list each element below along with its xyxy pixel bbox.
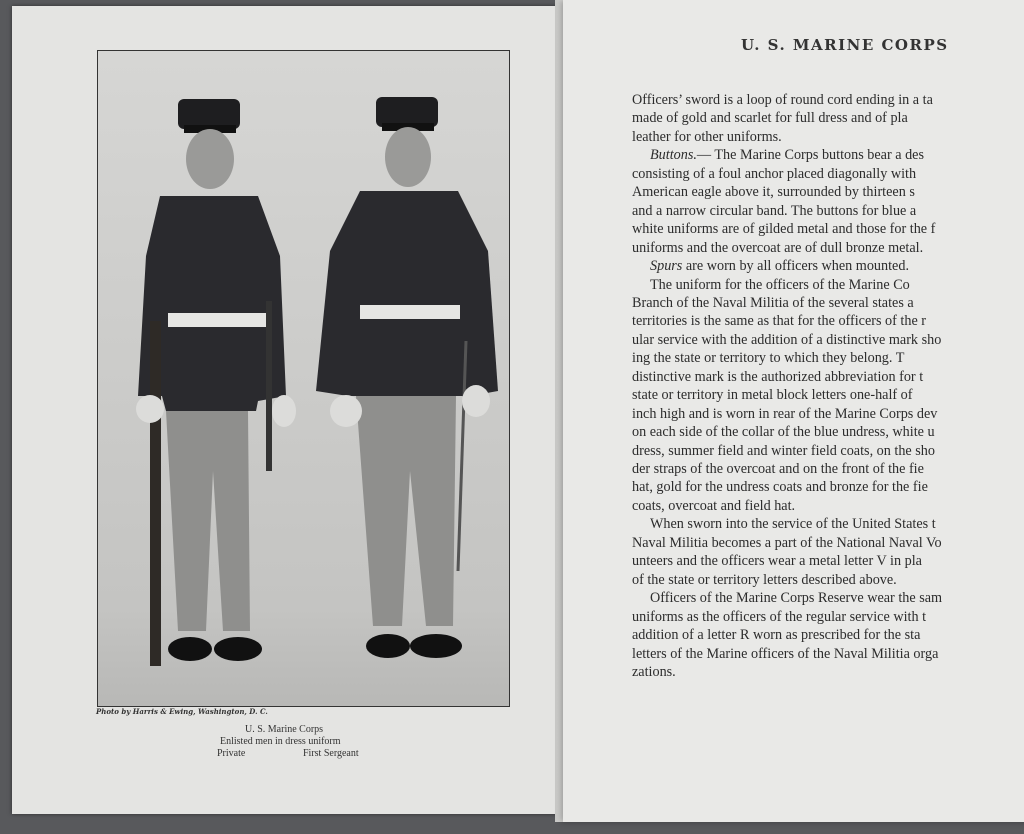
marines-illustration	[98, 51, 509, 706]
caption-right-label: First Sergeant	[303, 748, 359, 759]
text-line: territories is the same as that for the officers of the r	[632, 313, 927, 330]
text-line: When sworn into the service of the United States t	[650, 516, 936, 533]
caption-left-label: Private	[217, 748, 246, 759]
text-line: ular service with the addition of a distinctive mark sho	[632, 331, 942, 348]
right-page	[563, 0, 1024, 822]
text-line: hat, gold for the undress coats and bronze for the fie	[632, 479, 928, 496]
text-line: of the state or territory letters described above.	[632, 571, 897, 588]
text-line: unteers and the officers wear a metal letter V in pla	[632, 553, 922, 570]
text-line: white uniforms are of gilded metal and those for the f	[632, 221, 936, 238]
left-page	[12, 6, 560, 814]
text-line: dress, summer field and winter field coats, on the sho	[632, 442, 935, 459]
text-line: distinctive mark is the authorized abbreviation for t	[632, 368, 924, 385]
text-line: Spurs are worn by all officers when mounted.	[650, 258, 909, 275]
text-line: consisting of a foul anchor placed diagonally with	[632, 165, 917, 182]
text-line: and a narrow circular band. The buttons for blue a	[632, 202, 917, 219]
caption-title: U. S. Marine Corps	[245, 724, 324, 735]
text-line: Buttons.— The Marine Corps buttons bear a des	[650, 147, 924, 164]
text-line: inch high and is worn in rear of the Marine Corps dev	[632, 405, 938, 422]
text-line: coats, overcoat and field hat.	[632, 497, 796, 514]
text-line: uniforms and the overcoat are of dull bronze metal.	[632, 239, 924, 256]
caption-subtitle: Enlisted men in dress uniform	[220, 736, 341, 747]
text-line: American eagle above it, surrounded by thirteen s	[632, 184, 915, 201]
text-line: zations.	[632, 663, 676, 680]
text-line: Officers of the Marine Corps Reserve wear the sam	[650, 590, 943, 607]
text-line: on each side of the collar of the blue undress, white u	[632, 424, 935, 441]
text-line: Naval Militia becomes a part of the National Naval Vo	[632, 534, 942, 551]
text-line: ing the state or territory to which they belong. T	[632, 350, 905, 367]
running-head: U. S. MARINE CORPS	[741, 36, 949, 54]
text-line: letters of the Marine officers of the Naval Militia orga	[632, 645, 939, 662]
text-line: The uniform for the officers of the Marine Co	[650, 276, 910, 293]
text-line: Branch of the Naval Militia of the several states a	[632, 294, 914, 311]
text-line: state or territory in metal block letters one-half of	[632, 387, 913, 404]
text-line: der straps of the overcoat and on the front of the fie	[632, 461, 924, 477]
text-line: addition of a letter R worn as prescribed for the sta	[632, 627, 921, 644]
text-line: uniforms as the officers of the regular service with t	[632, 608, 927, 625]
photo-two-marines	[97, 50, 510, 707]
text-line: leather for other uniforms.	[632, 128, 782, 145]
text-line: made of gold and scarlet for full dress and of pla	[632, 110, 908, 127]
photo-credit: Photo by Harris & Ewing, Washington, D. C.	[96, 707, 268, 716]
text-line: Officers’ sword is a loop of round cord ending in a ta	[632, 92, 933, 108]
